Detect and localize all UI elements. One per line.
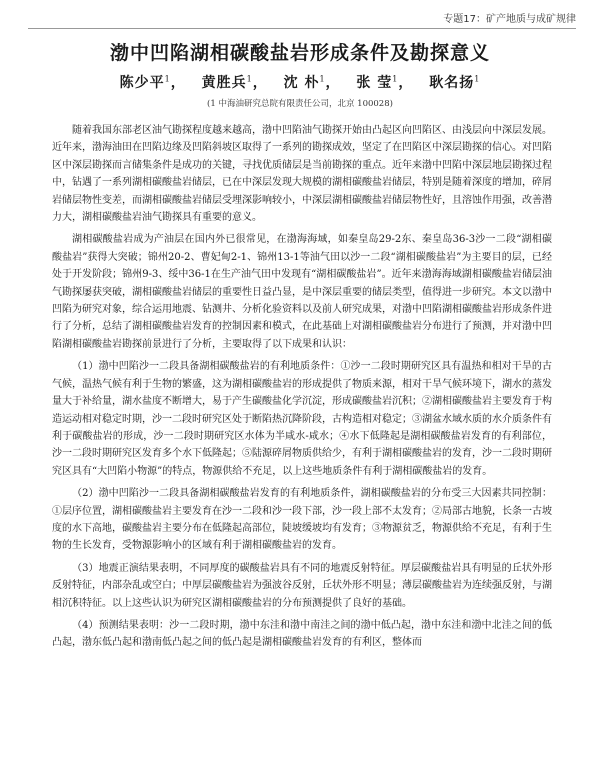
author: 黄胜兵$^1$， bbox=[201, 74, 268, 91]
author: 耿名扬$^1$ bbox=[429, 74, 481, 91]
author: 张 莹$^1$， bbox=[356, 74, 414, 91]
paragraph: 湖相碳酸盐岩成为产油层在国内外已很常见，在渤海海域，如秦皇岛29-2东、秦皇岛36-3沙一二段“湖相碳酸盐岩”获得大突破；锦州20-2、曹妃甸2-1、锦州13-1等油气田以沙一二段“湖相碳酸盐岩”为主要目的层，已经处于开发阶段；锦州9-3、绥中36-1在生产油气田中发现有“湖相碳酸盐岩”。近年来渤海海域湖相碳酸盐岩储层油气勘探屡获突破，湖相碳酸盐岩储层的重要性日益凸显，是中深层重要的储层类型，值得进一步研究。本文以渤中凹陷为研究对象，综合运用地震、钻测井、分析化验资料以及前人研究成果，对渤中凹陷湖相碳酸盐岩形成条件进行了分析，总结了湖相碳酸盐岩发育的控制因素和模式，在此基础上对湖相碳酸盐岩分布进行了预测，并对渤中凹陷湖相碳酸盐岩勘探前景进行了分析，主要取得了以下成果和认识： bbox=[52, 234, 552, 350]
paragraph: （4）预测结果表明：沙一二段时期，渤中东洼和渤中南洼之间的渤中低凸起，渤中东洼和渤中北洼之间的低凸起，渤东低凸起和渤南低凸起之间的低凸起是湖相碳酸盐岩发育的有利区，整体而 bbox=[52, 619, 552, 649]
paragraph: 随着我国东部老区油气勘探程度越来越高，渤中凹陷油气勘探开始由凸起区向凹陷区、由浅层向中深层发展。近年来，渤海油田在凹陷边缘及凹陷斜坡区取得了一系列的勘探成效，坚定了在凹陷区中深层勘探的信心。对凹陷区中深层勘探而言储集条件是成功的关键，寻找优质储层是当前勘探的重点。近年来渤中凹陷中深层地层勘探过程中，钻遇了一系列湖相碳酸盐岩储层，已在中深层发现大规模的湖相碳酸盐岩储层，特别是随着深度的增加，碎屑岩储层物性变差，而湖相碳酸盐岩储层受埋深影响较小，中深层湖相碳酸盐岩储层物性好，且溶蚀作用强，改善潜力大，湖相碳酸盐岩油气勘探具有重要的意义。 bbox=[52, 125, 552, 224]
paragraph: （1）渤中凹陷沙一二段具备湖相碳酸盐岩的有利地质条件：①沙一二段时期研究区具有温热和相对干旱的古气候，温热气候有利于生物的繁盛，这为湖相碳酸盐岩的形成提供了物质来源，相对干旱气候环境下，湖水的蒸发量大于补给量，湖水盐度不断增大，易于产生碳酸盐化学沉淀，形成碳酸盐岩沉积；②湖相碳酸盐岩主要发育于构造运动相对稳定时期，沙一二段时研究区处于断陷热沉降阶段，古构造相对稳定；③湖盆水域水质的水介质条件有利于碳酸盐岩的形成，沙一二段时期研究区水体为半咸水-咸水；④水下低隆起是湖相碳酸盐岩发育的有利部位，沙一二段时期研究区发育多个水下低隆起；⑤陆源碎屑物质供给少，有利于湖相碳酸盐岩的发育，沙一二段时期研究区具有“大凹陷小物源”的特点，物源供给不充足，以上这些地质条件有利于湖相碳酸盐岩的发育。 bbox=[52, 361, 552, 477]
author: 陈少平$^1$， bbox=[119, 74, 186, 91]
abstract-body bbox=[52, 122, 552, 657]
running-head: 专题17：矿产地质与成矿规律 bbox=[443, 14, 576, 25]
paragraph: （3）地震正演结果表明，不同厚度的碳酸盐岩具有不同的地震反射特征。厚层碳酸盐岩具有明显的丘状外形反射特征，内部杂乱或空白；中厚层碳酸盐岩为强波谷反射，丘状外形不明显；薄层碳酸盐岩为连续强反射，与湖相沉积特征。以上这些认识为研究区湖相碳酸盐岩的分布预测提供了良好的基础。 bbox=[52, 562, 552, 609]
author-list bbox=[0, 72, 600, 92]
header-rule bbox=[28, 28, 576, 29]
affiliation: (1 中海油研究总院有限责任公司，北京 100028) bbox=[207, 99, 393, 109]
author: 沈 朴$^1$， bbox=[283, 74, 341, 91]
paper-title: 渤中凹陷湖相碳酸盐岩形成条件及勘探意义 bbox=[109, 42, 490, 64]
paragraph: （2）渤中凹陷沙一二段具备湖相碳酸盐岩发育的有利地质条件，湖相碳酸盐岩的分布受三大因素共同控制：①层序位置，湖相碳酸盐岩主要发育在沙一二段和沙一段下部，沙一段上部不太发育；②局部古地貌，长条一古坡度的水下高地，碳酸盐岩主要分布在低隆起高部位，陡坡缓坡均有发育；③物源贫乏，物源供给不充足，有利于生物的生长发育，受物源影响小的区域有利于湖相碳酸盐岩的发育。 bbox=[52, 488, 552, 552]
